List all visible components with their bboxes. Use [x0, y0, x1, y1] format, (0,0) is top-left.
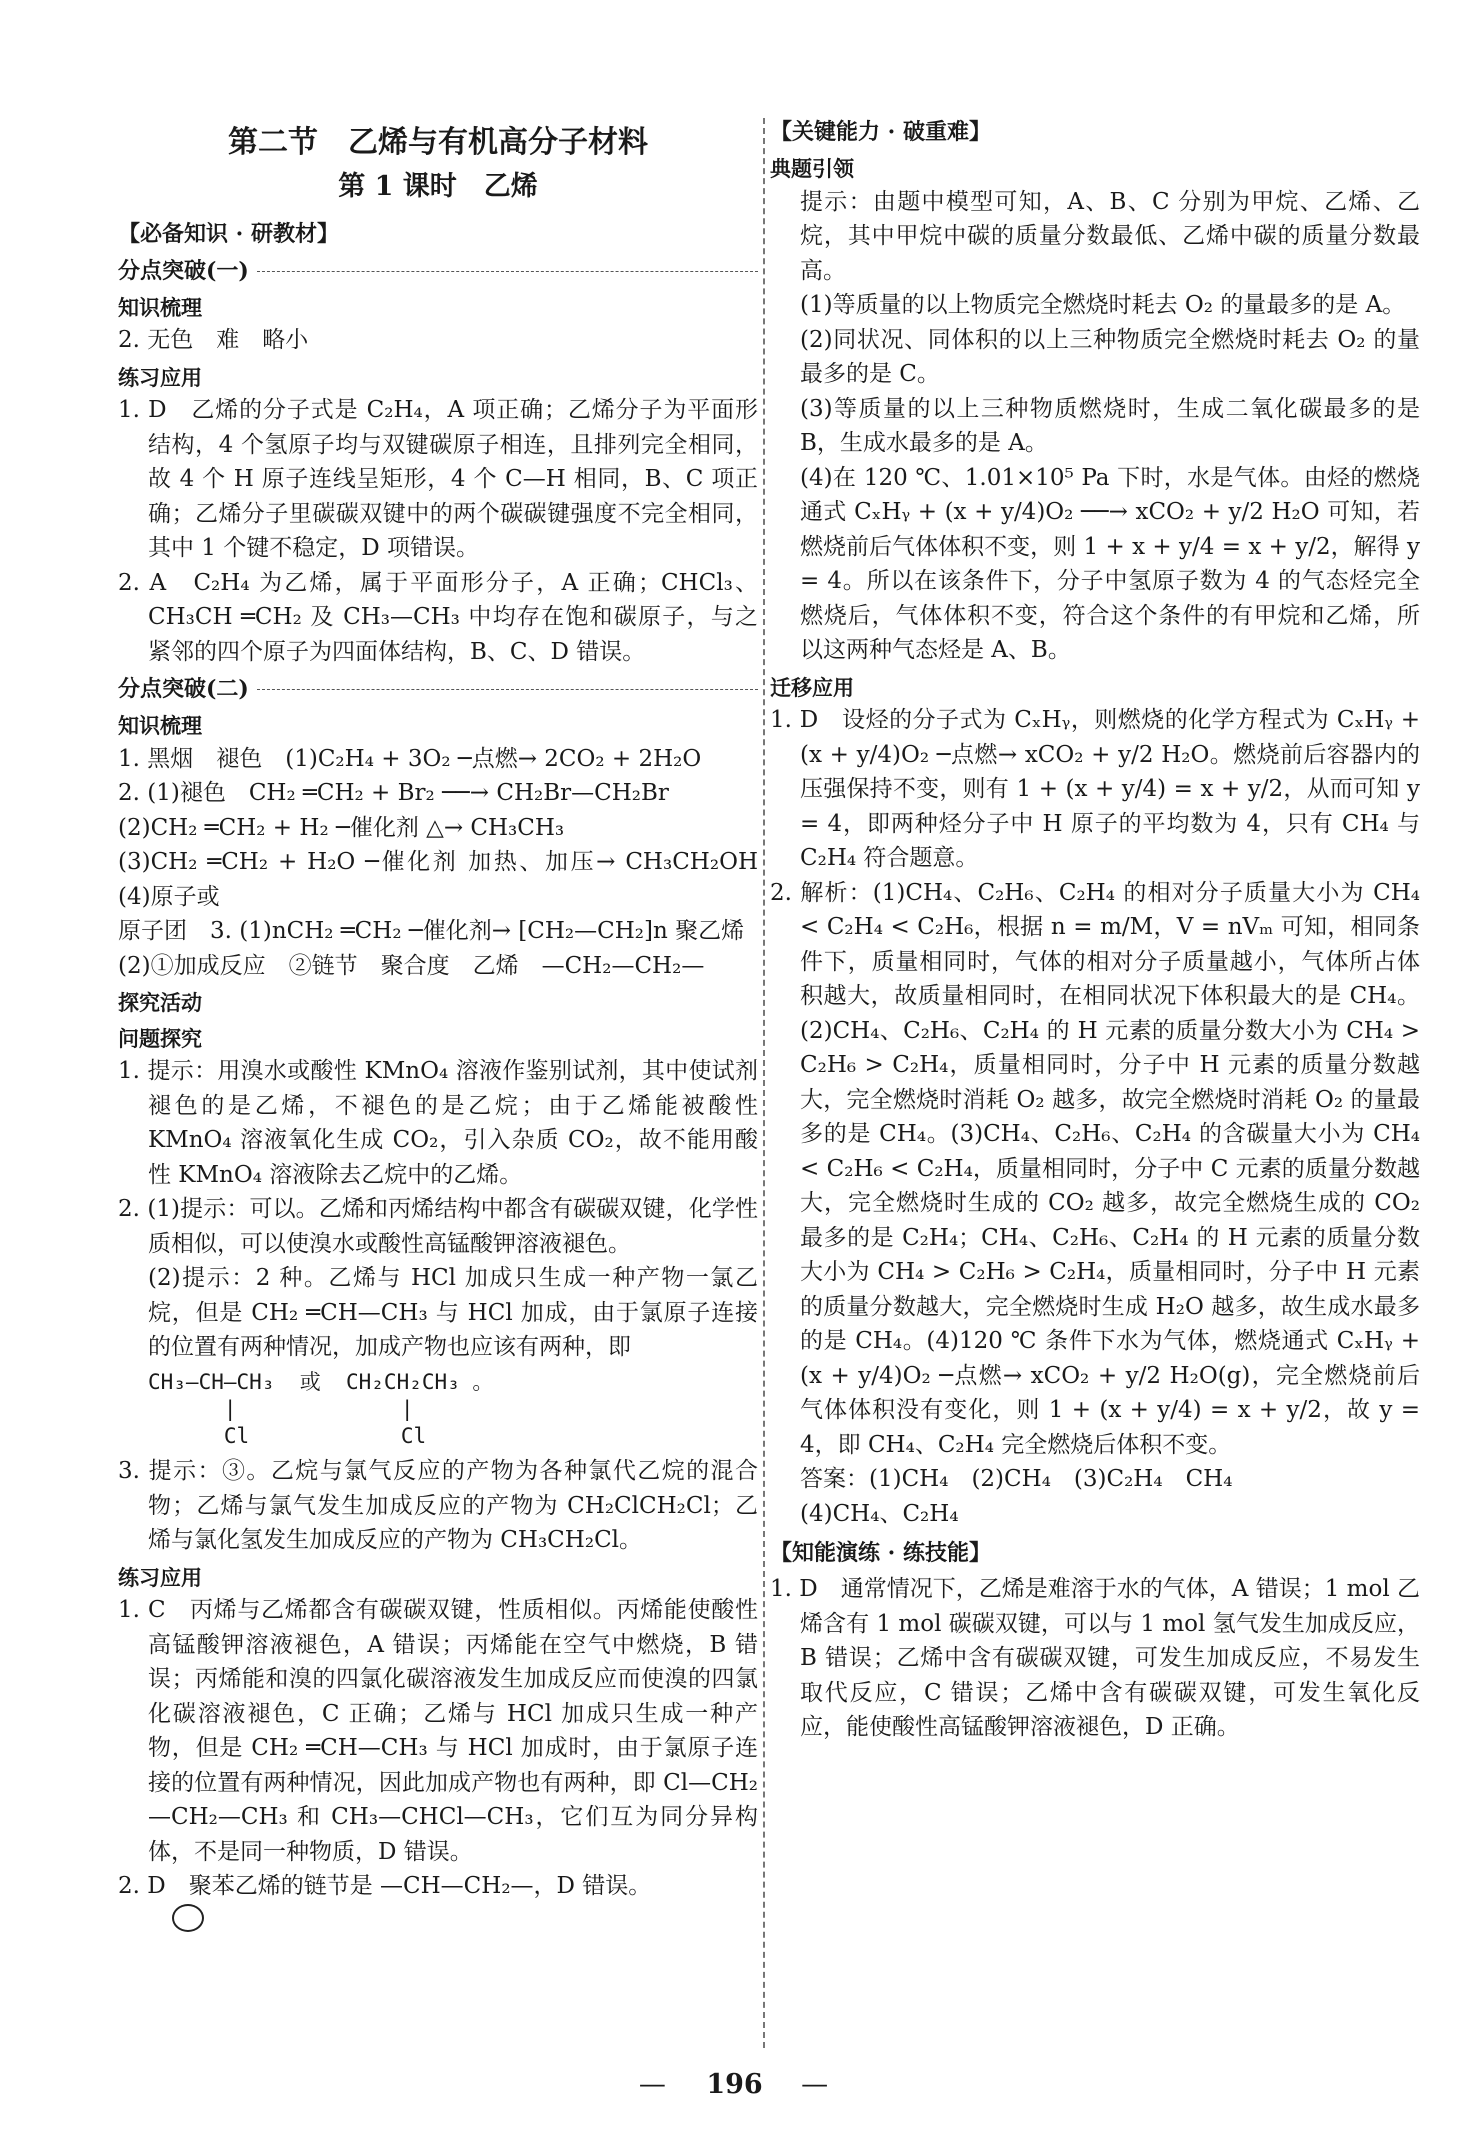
right-column: [770, 110, 1420, 1745]
heading-transfer-application: 迁移应用: [770, 674, 854, 700]
subsection-title: 分点突破(二): [118, 676, 249, 702]
dashed-rule: [257, 689, 758, 690]
subsection-heading-2: [118, 673, 758, 706]
heading-knowledge-review: 知识梳理: [118, 294, 202, 320]
column-divider: [763, 118, 765, 2048]
answer-paragraph: 1. D 通常情况下，乙烯是难溶于水的气体，A 错误；1 mol 乙烯含有 1 mol 碳碳双键，可以与 1 mol 氢气发生加成反应，B 错误；乙烯中含有碳碳双键，可发生加成反应，不易发生取代反应，C 错误；乙烯中含有碳碳双键，可发生氧化反应，能使酸性高锰酸钾溶液褪色，D 正确。: [770, 1576, 1420, 1740]
equation-line: 原子团 3. (1)nCH₂ ═CH₂ ─催化剂→ [CH₂—CH₂]n 聚乙烯: [118, 918, 745, 944]
answer-paragraph: (4)在 120 ℃、1.01×10⁵ Pa 下时，水是气体。由烃的燃烧通式 CₓHᵧ + (x + y/4)O₂ ──→ xCO₂ + y/2 H₂O 可知，若燃烧前后气体体积不变，则 1 + x + y/4 = x + y/2，解得 y = 4。所以在该条件下，分子中氢原子数为 4 的气态烃完全燃烧后，气体体积不变，符合这个条件的有甲烷和乙烯，所以这两种气态烃是 A、B。: [800, 464, 1420, 663]
answer-paragraph: 1. D 乙烯的分子式是 C₂H₄，A 项正确；乙烯分子为平面形结构，4 个氢原子均与双键碳原子相连，且排列完全相同，故 4 个 H 原子连线呈矩形，4 个 C—H 相同，B、C 项正确；乙烯分子里碳碳双键中的两个碳碳键强度不完全相同，其中 1 个键不稳定，D 项错误。: [118, 397, 758, 561]
equation-line: (2)CH₂ ═CH₂ + H₂ ─催化剂 △→ CH₃CH₃: [118, 814, 565, 841]
heading-practice: 练习应用: [118, 364, 202, 390]
answer-paragraph: 3. 提示：③。乙烷与氯气反应的产物为各种氯代乙烷的混合物；乙烯与氯气发生加成反应的产物为 CH₂ClCH₂Cl；乙烯与氯化氢发生加成反应的产物为 CH₃CH₂Cl。: [118, 1458, 758, 1554]
dashed-rule: [257, 271, 758, 272]
equation-line: (3)CH₂ ═CH₂ + H₂O ─催化剂 加热、加压→ CH₃CH₂OH (4)原子或: [118, 849, 781, 910]
section-heading-practice-skills: 【知能演练 · 练技能】: [770, 1540, 991, 1566]
answer-paragraph: (2)同状况、同体积的以上三种物质完全燃烧时耗去 O₂ 的量最多的是 C。: [800, 326, 1420, 387]
answer-paragraph: 提示：由题中模型可知，A、B、C 分别为甲烷、乙烯、乙烷，其中甲烷中碳的质量分数最低、乙烯中碳的质量分数最高。: [800, 188, 1420, 284]
subsection-heading-1: [118, 255, 758, 288]
equation-line: 1. 黑烟 褪色 (1)C₂H₄ + 3O₂ ─点燃→ 2CO₂ + 2H₂O: [118, 745, 702, 772]
answer-paragraph: 2. (1)提示：可以。乙烯和丙烯结构中都含有碳碳双键，化学性质相似，可以使溴水或酸性高锰酸钾溶液褪色。: [118, 1196, 758, 1257]
footer-dash: —: [772, 2069, 831, 2100]
section-title: 第二节 乙烯与有机高分子材料: [228, 125, 648, 160]
heading-exploration: 探究活动: [118, 990, 202, 1015]
answer-paragraph: (3)等质量的以上三种物质燃烧时，生成二氧化碳最多的是 B，生成水最多的是 A。: [800, 395, 1420, 456]
heading-knowledge-review: 知识梳理: [118, 713, 202, 738]
lesson-title: 第 1 课时 乙烯: [338, 171, 538, 202]
page-footer: [0, 2065, 1469, 2106]
subsection-title: 分点突破(一): [118, 257, 249, 284]
page-number: 196: [706, 2069, 763, 2100]
heading-practice: 练习应用: [118, 1564, 202, 1590]
left-column: [118, 110, 781, 1942]
heading-typical-example: 典题引领: [770, 156, 854, 181]
section-heading-required-knowledge: 【必备知识 · 研教材】: [118, 220, 339, 247]
answer-line: 2. 无色 难 略小: [118, 327, 309, 353]
answer-line: 答案：(1)CH₄ (2)CH₄ (3)C₂H₄ CH₄: [800, 1466, 1233, 1492]
answer-paragraph: 2. 解析：(1)CH₄、C₂H₆、C₂H₄ 的相对分子质量大小为 CH₄ < C₂H₄ < C₂H₆，根据 n = m/M，V = nVₘ 可知，相同条件下，质量相同时，气体的相对分子质量越小，气体所占体积越大，故质量相同时，在相同状况下体积最大的是 CH₄。(2)CH₄、C₂H₆、C₂H₄ 的 H 元素的质量分数大小为 CH₄ > C₂H₆ > C₂H₄，质量相同时，分子中 H 元素的质量分数越大，完全燃烧时消耗 O₂ 越多，故完全燃烧时消耗 O₂ 的量最多的是 CH₄。(3)CH₄、C₂H₆、C₂H₄ 的含碳量大小为 CH₄ < C₂H₆ < C₂H₄，质量相同时，分子中 C 元素的质量分数越大，完全燃烧时生成的 CO₂ 越多，故完全燃烧生成的 CO₂ 最多的是 C₂H₄；CH₄、C₂H₆、C₂H₄ 的 H 元素的质量分数大小为 CH₄ > C₂H₆ > C₂H₄，质量相同时，分子中 H 元素的质量分数越大，完全燃烧时生成 H₂O 越多，故生成水最多的是 CH₄。(4)120 ℃ 条件下水为气体，燃烧通式 CₓHᵧ + (x + y/4)O₂ ─点燃→ xCO₂ + y/2 H₂O(g)，完全燃烧前后气体体积没有变化，则 1 + (x + y/4) = x + y/2，故 y = 4，即 CH₄、C₂H₄ 完全燃烧后体积不变。: [770, 879, 1420, 1458]
answer-paragraph: (2)提示：2 种。乙烯与 HCl 加成只生成一种产物一氯乙烷，但是 CH₂ ═CH—CH₃ 与 HCl 加成，由于氯原子连接的位置有两种情况，加成产物也应该有两种，即: [148, 1265, 758, 1360]
answer-paragraph: 1. C 丙烯与乙烯都含有碳碳双键，性质相似。丙烯能使酸性高锰酸钾溶液褪色，A 错误；丙烯能在空气中燃烧，B 错误；丙烯能和溴的四氯化碳溶液发生加成反应而使溴的四氯化碳溶液褪色，C 正确；乙烯与 HCl 加成只生成一种产物，但是 CH₂ ═CH—CH₃ 与 HCl 加成时，由于氯原子连接的位置有两种情况，因此加成产物也有两种，即 Cl—CH₂—CH₂—CH₃ 和 CH₃—CHCl—CH₃，它们互为同分异构体，不是同一种物质，D 错误。: [118, 1597, 758, 1865]
answer-paragraph: 1. D 设烃的分子式为 CₓHᵧ，则燃烧的化学方程式为 CₓHᵧ + (x + y/4)O₂ ─点燃→ xCO₂ + y/2 H₂O。燃烧前后容器内的压强保持不变，则有 1 + (x + y/4) = x + y/2，从而可知 y = 4，即两种烃分子中 H 原子的平均数为 4，只有 CH₄ 与 C₂H₄ 符合题意。: [770, 707, 1420, 871]
answer-paragraph: 1. 提示：用溴水或酸性 KMnO₄ 溶液作鉴别试剂，其中使试剂褪色的是乙烯，不褪色的是乙烷；由于乙烯能被酸性 KMnO₄ 溶液氧化生成 CO₂，引入杂质 CO₂，故不能用酸性 KMnO₄ 溶液除去乙烷中的乙烯。: [118, 1058, 758, 1188]
answer-line: (2)①加成反应 ②链节 聚合度 乙烯 —CH₂—CH₂—: [118, 952, 705, 979]
equation-line: 2. (1)褪色 CH₂ ═CH₂ + Br₂ ──→ CH₂Br—CH₂Br: [118, 780, 669, 806]
answer-paragraph: (1)等质量的以上物质完全燃烧时耗去 O₂ 的量最多的是 A。: [800, 292, 1406, 318]
answer-paragraph: 2. D 聚苯乙烯的链节是 —CH—CH₂—，D 错误。: [118, 1873, 652, 1900]
answer-paragraph: 2. A C₂H₄ 为乙烯，属于平面形分子，A 正确；CHCl₃、CH₃CH ═CH₂ 及 CH₃—CH₃ 中均存在饱和碳原子，与之紧邻的四个原子为四面体结构，B、C、D 错误。: [118, 569, 758, 665]
benzene-ring-icon: [172, 1904, 204, 1932]
footer-dash: —: [638, 2069, 697, 2100]
section-heading-key-ability: 【关键能力 · 破重难】: [770, 119, 991, 145]
heading-question-exploration: 问题探究: [118, 1025, 202, 1051]
structural-formula: CH₃—CH—CH₃ 或 CH₂CH₂CH₃ 。 | | Cl Cl: [148, 1369, 494, 1449]
answer-line: (4)CH₄、C₂H₄: [800, 1500, 959, 1527]
